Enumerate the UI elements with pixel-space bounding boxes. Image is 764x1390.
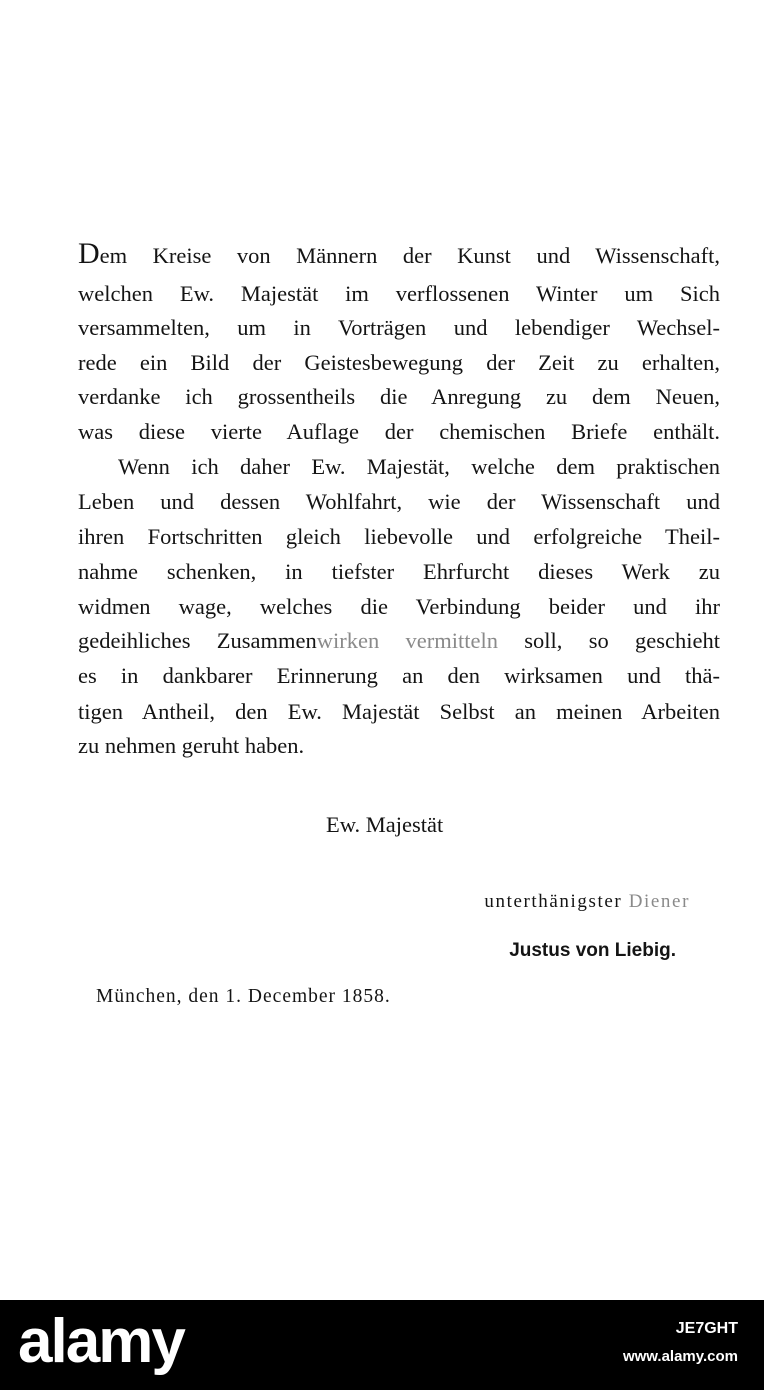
faded-text-fragment: wirken vermitteln bbox=[316, 628, 498, 653]
alamy-logo: alamy bbox=[18, 1307, 184, 1376]
stock-site-url: www.alamy.com bbox=[622, 1348, 738, 1365]
text-line: tigen Antheil, den Ew. Majestät Selbst an meinen Arbeiten bbox=[78, 699, 720, 724]
text-line bbox=[78, 237, 720, 271]
stock-image-id: JE7GHT bbox=[675, 1320, 738, 1337]
text-fragment: em Kreise von Männern der Kunst und Wissenschaft, bbox=[99, 243, 720, 268]
author-signature: Justus von Liebig. bbox=[509, 940, 676, 961]
initial-letter: D bbox=[78, 237, 100, 270]
text-line bbox=[78, 626, 720, 656]
text-line: Wenn ich daher Ew. Majestät, welche dem praktischen bbox=[118, 454, 720, 479]
text-line: widmen wage, welches die Verbindung beider und ihr bbox=[78, 594, 720, 619]
stock-watermark-bar bbox=[0, 1300, 764, 1390]
salutation: Ew. Majestät bbox=[326, 812, 444, 837]
place-and-date: München, den 1. December 1858. bbox=[96, 986, 391, 1007]
text-line: welchen Ew. Majestät im verflossenen Winter um Sich bbox=[78, 281, 720, 306]
text-fragment: unterthänigster bbox=[484, 891, 629, 912]
faded-text-fragment: Diener bbox=[628, 891, 690, 912]
closing-formula bbox=[484, 891, 690, 913]
text-line: ihren Fortschritten gleich liebevolle und erfolgreiche Theil- bbox=[78, 524, 720, 549]
text-fragment: soll, so geschieht bbox=[498, 628, 721, 653]
text-line: versammelten, um in Vorträgen und lebendiger Wechsel- bbox=[78, 315, 720, 340]
text-line: was diese vierte Auflage der chemischen Briefe enthält. bbox=[78, 419, 720, 444]
text-line: es in dankbarer Erinnerung an den wirksamen und thä- bbox=[78, 663, 720, 688]
text-line: Leben und dessen Wohlfahrt, wie der Wissenschaft und bbox=[78, 489, 720, 514]
text-line: nahme schenken, in tiefster Ehrfurcht dieses Werk zu bbox=[78, 559, 720, 584]
text-line: zu nehmen geruht haben. bbox=[78, 733, 305, 758]
text-line: verdanke ich grossentheils die Anregung zu dem Neuen, bbox=[78, 384, 720, 409]
text-fragment: gedeihliches Zusammen bbox=[78, 628, 317, 653]
text-line: rede ein Bild der Geistesbewegung der Zeit zu erhalten, bbox=[78, 350, 720, 375]
